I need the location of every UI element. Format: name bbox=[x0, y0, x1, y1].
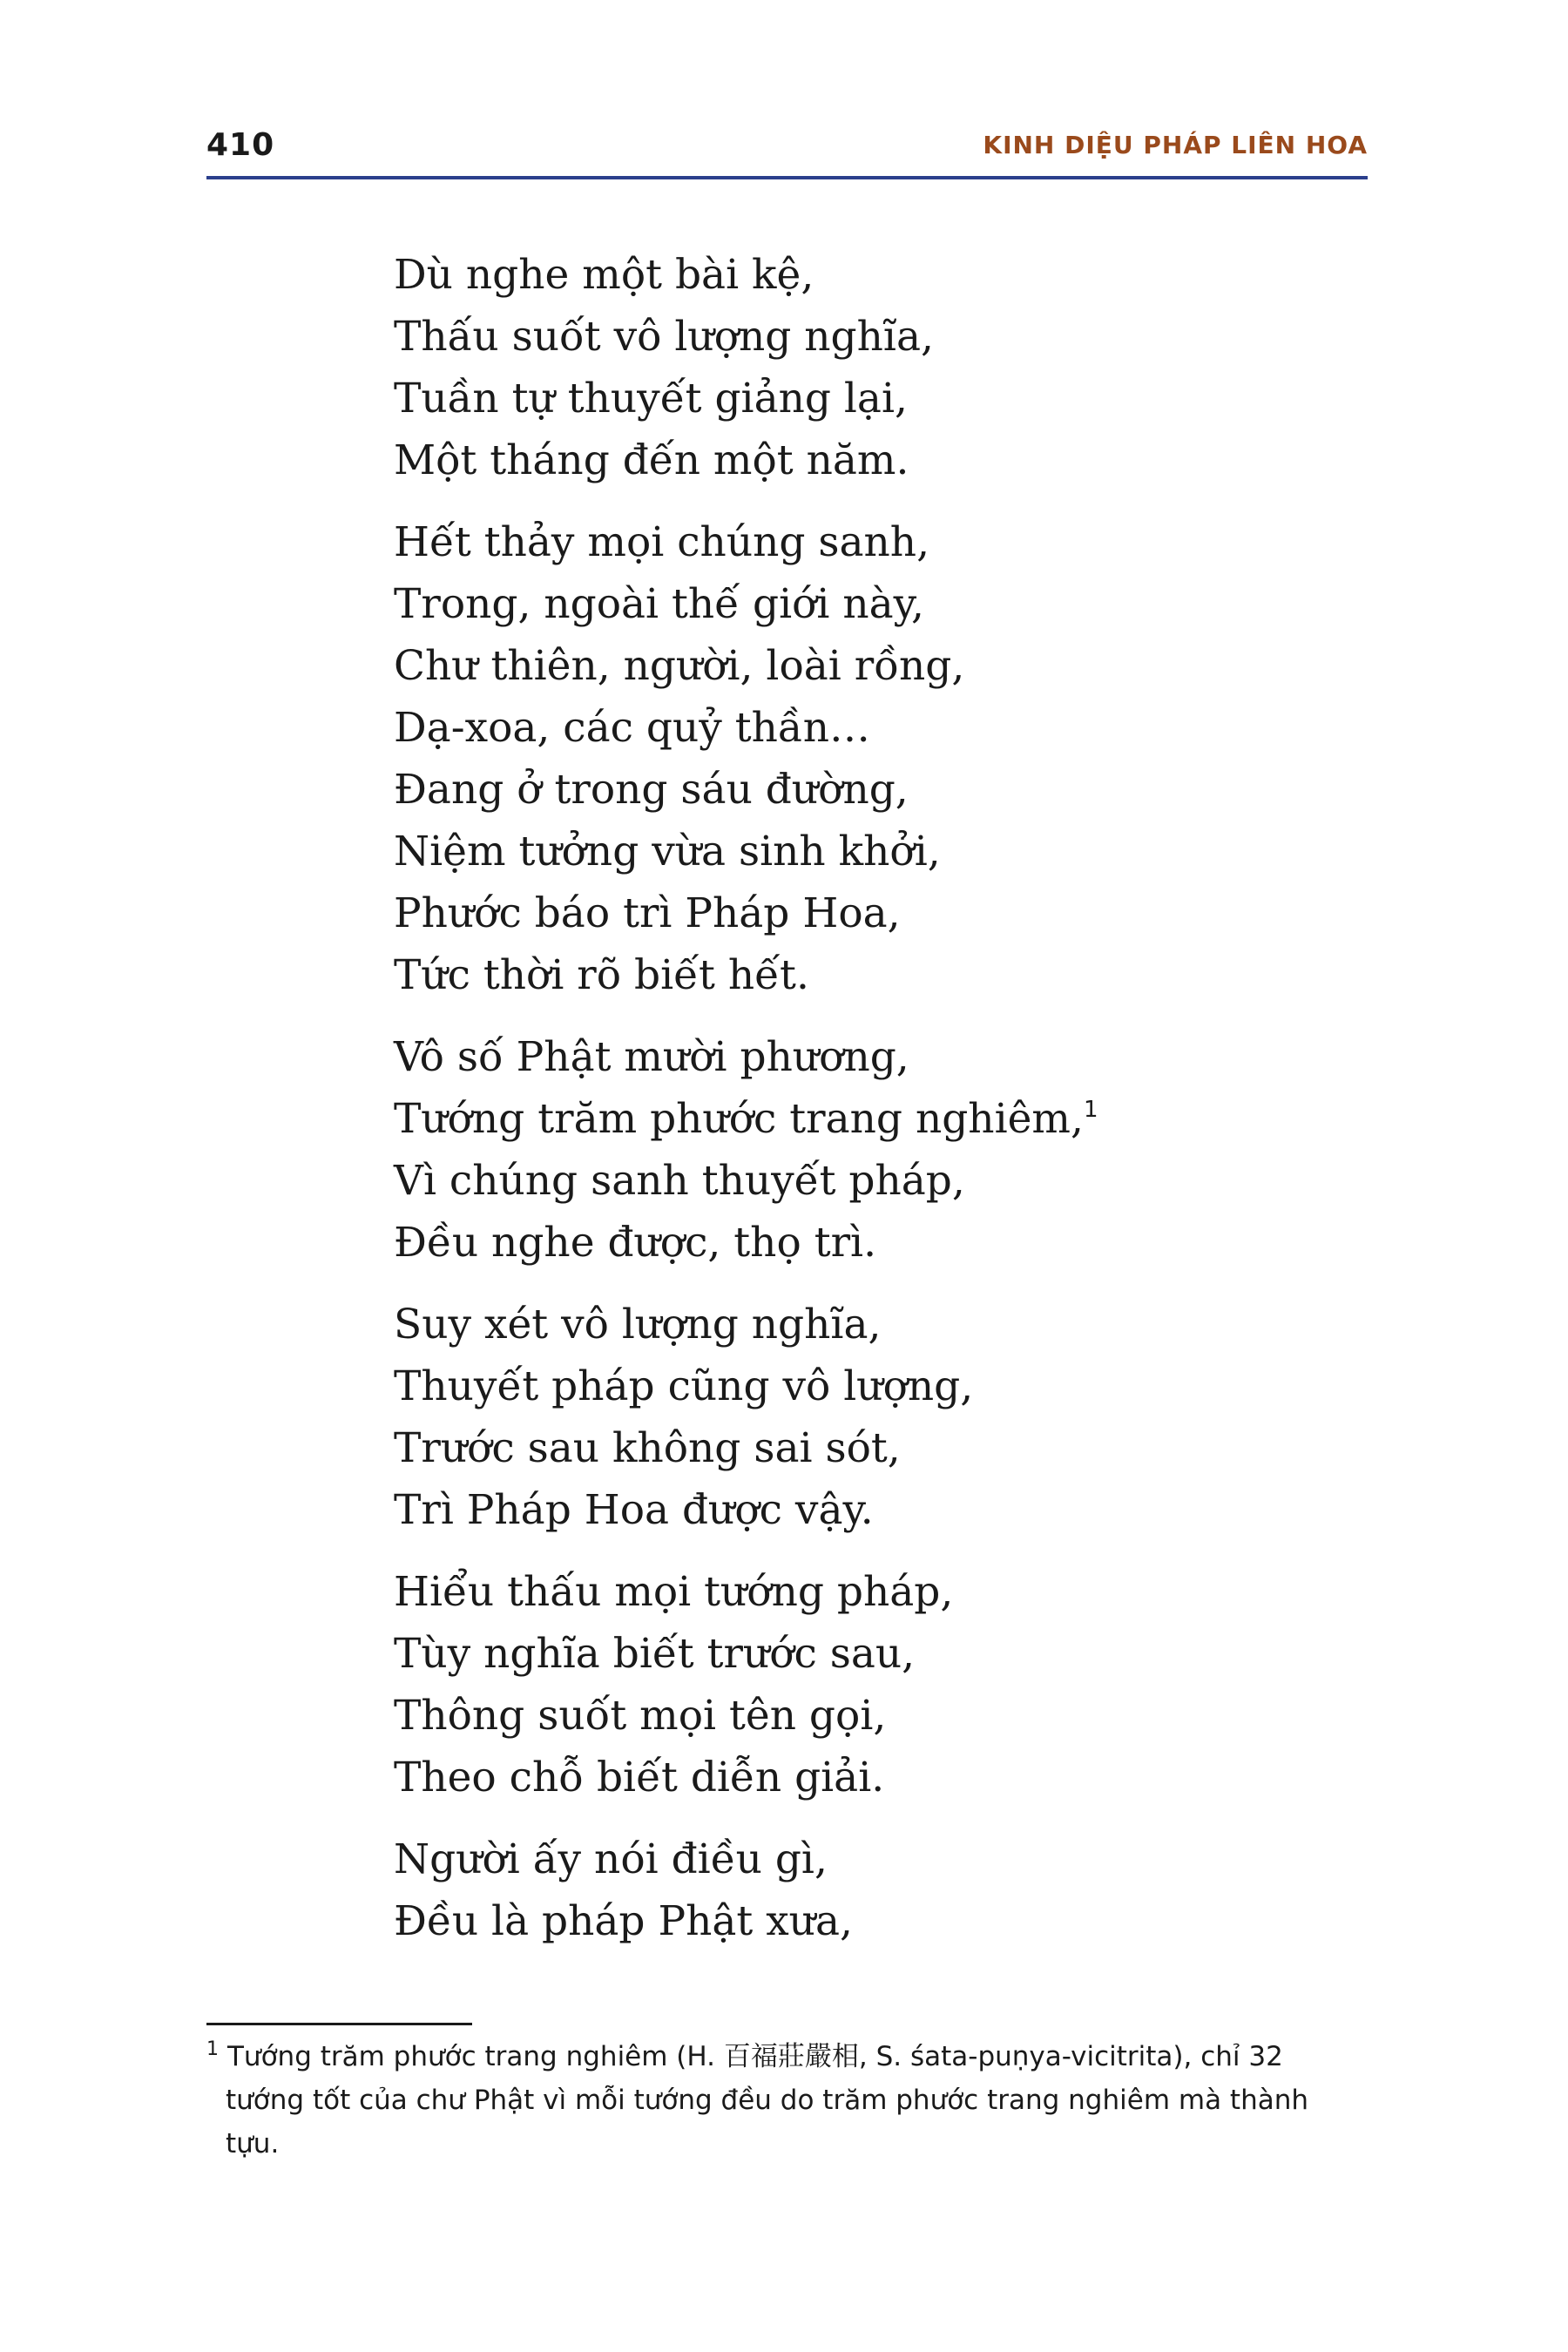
verse-line: Chư thiên, người, loài rồng, bbox=[394, 642, 965, 690]
stanza-6 bbox=[394, 1828, 1352, 1952]
footnote-line: tựu. bbox=[226, 2128, 280, 2159]
verse-line: Trước sau không sai sót, bbox=[394, 1424, 901, 1472]
stanza-1 bbox=[394, 244, 1352, 491]
verse-line: Tùy nghĩa biết trước sau, bbox=[394, 1630, 916, 1678]
verse-line: Tuần tự thuyết giảng lại, bbox=[394, 375, 908, 422]
verse-line: Theo chỗ biết diễn giải. bbox=[394, 1754, 885, 1801]
verse-line: Đều là pháp Phật xưa, bbox=[394, 1897, 853, 1945]
verse-line: Hiểu thấu mọi tướng pháp, bbox=[394, 1568, 954, 1616]
stanza-4 bbox=[394, 1294, 1352, 1541]
verse-line: Suy xét vô lượng nghĩa, bbox=[394, 1301, 882, 1348]
stanza-5 bbox=[394, 1561, 1352, 1808]
page-number: 410 bbox=[206, 127, 275, 163]
verse-line-with-footnote bbox=[394, 1088, 1352, 1150]
verse-line: Thấu suốt vô lượng nghĩa, bbox=[394, 313, 934, 361]
footnote-line: tướng tốt của chư Phật vì mỗi tướng đều do trăm phước trang nghiêm mà thành bbox=[226, 2085, 1309, 2116]
verse-line: Đang ở trong sáu đường, bbox=[394, 766, 909, 814]
verse-line-text: Tướng trăm phước trang nghiêm, bbox=[394, 1095, 1084, 1143]
footnote-text: Tướng trăm phước trang nghiêm (H. 百福莊嚴相, S. śata-puṇya-vicitrita), chỉ 32 bbox=[227, 2041, 1283, 2072]
verse-body bbox=[394, 244, 1352, 1972]
verse-line: Niệm tưởng vừa sinh khởi, bbox=[394, 828, 941, 875]
footnote-rule bbox=[206, 2023, 472, 2025]
stanza-2 bbox=[394, 511, 1352, 1006]
verse-line: Thông suốt mọi tên gọi, bbox=[394, 1692, 887, 1740]
verse-line: Vì chúng sanh thuyết pháp, bbox=[394, 1157, 965, 1205]
footnote-line bbox=[206, 2035, 1374, 2078]
footnote-marker[interactable]: 1 bbox=[1083, 1097, 1098, 1123]
footnote bbox=[206, 2035, 1374, 2166]
page-header bbox=[206, 122, 1368, 174]
footnote-number: 1 bbox=[206, 2038, 219, 2060]
verse-line: Thuyết pháp cũng vô lượng, bbox=[394, 1362, 974, 1410]
verse-line: Phước báo trì Pháp Hoa, bbox=[394, 889, 901, 937]
verse-line: Tức thời rõ biết hết. bbox=[394, 951, 809, 999]
header-rule bbox=[206, 176, 1368, 179]
verse-line: Trong, ngoài thế giới này, bbox=[394, 580, 924, 628]
verse-line: Dù nghe một bài kệ, bbox=[394, 251, 814, 299]
verse-line: Người ấy nói điều gì, bbox=[394, 1835, 828, 1883]
verse-line: Một tháng đến một năm. bbox=[394, 436, 909, 484]
running-title: KINH DIỆU PHÁP LIÊN HOA bbox=[983, 131, 1368, 159]
verse-line: Dạ-xoa, các quỷ thần… bbox=[394, 704, 870, 752]
stanza-3 bbox=[394, 1026, 1352, 1274]
verse-line: Đều nghe được, thọ trì. bbox=[394, 1219, 877, 1267]
verse-line: Hết thảy mọi chúng sanh, bbox=[394, 518, 930, 566]
verse-line: Trì Pháp Hoa được vậy. bbox=[394, 1486, 874, 1534]
verse-line: Vô số Phật mười phương, bbox=[394, 1033, 909, 1081]
